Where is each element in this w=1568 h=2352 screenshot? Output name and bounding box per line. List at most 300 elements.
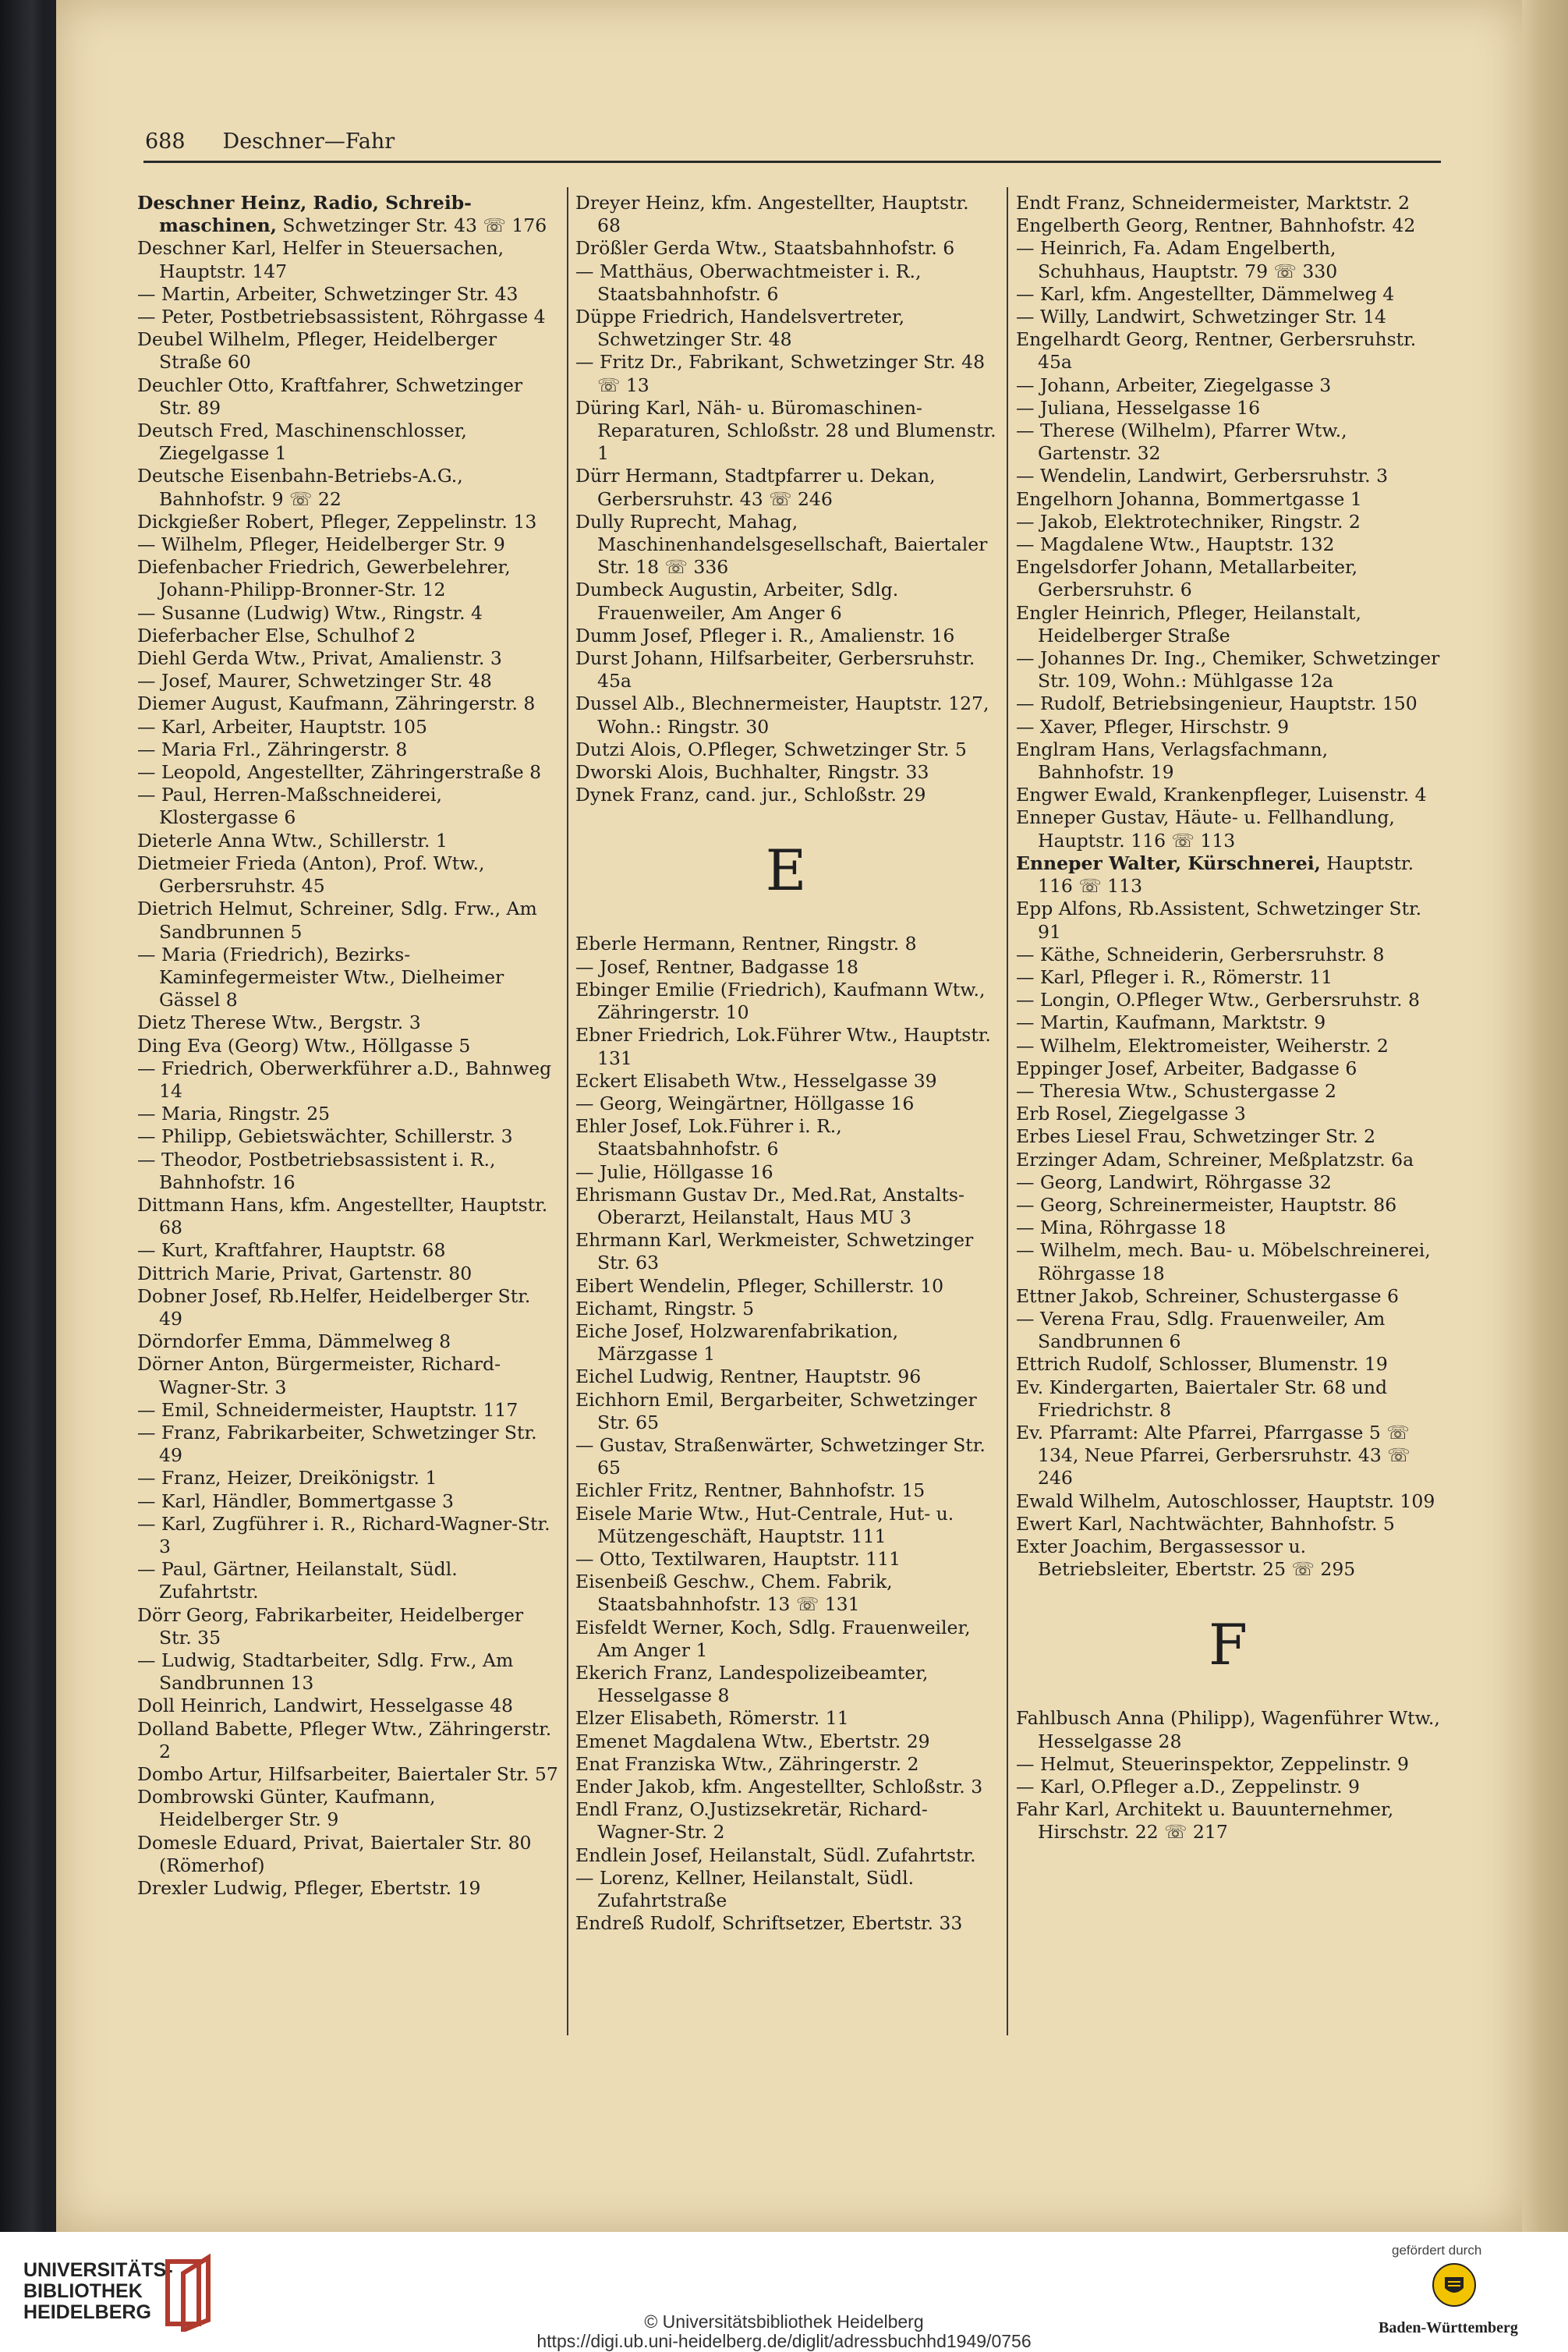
entry-text: Englram Hans, Verlagsfachmann, Bahnhofstr. 19 [1016, 738, 1329, 784]
column-2 [575, 192, 996, 1935]
directory-entry [137, 1353, 558, 1398]
entry-text: — Georg, Landwirt, Röhrgasse 32 [1016, 1171, 1332, 1193]
directory-entry [1016, 1057, 1440, 1080]
entry-text: Diefenbacher Friedrich, Gewerbelehrer, Johann-Philipp-Bronner-Str. 12 [137, 556, 511, 601]
directory-entry [575, 979, 996, 1024]
entry-text: — Rudolf, Betriebsingenieur, Hauptstr. 150 [1016, 692, 1418, 715]
directory-entry [137, 1011, 558, 1034]
entry-text: Diemer August, Kaufmann, Zähringerstr. 8 [137, 692, 536, 715]
entry-text: Engelhorn Johanna, Bommertgasse 1 [1016, 487, 1362, 510]
entry-text: — Josef, Rentner, Badgasse 18 [575, 955, 858, 978]
directory-entry [137, 1285, 558, 1330]
directory-entry [137, 1149, 558, 1194]
directory-entry [137, 237, 558, 282]
directory-entry [575, 192, 996, 237]
directory-entry [575, 1229, 996, 1274]
directory-entry [137, 1125, 558, 1148]
directory-entry [575, 1479, 996, 1502]
entry-text: — Wilhelm, Pfleger, Heidelberger Str. 9 [137, 533, 505, 556]
directory-entry [137, 1035, 558, 1057]
entry-text: Endl Franz, O.Justizsekretär, Richard-Wagner-Str. 2 [575, 1798, 928, 1844]
directory-entry [137, 1877, 558, 1900]
entry-text: Deubel Wilhelm, Pfleger, Heidelberger Straße 60 [137, 328, 497, 374]
directory-entry [1016, 1707, 1440, 1752]
entry-text: — Franz, Fabrikarbeiter, Schwetzinger Str. 49 [137, 1421, 537, 1467]
directory-entry [1016, 306, 1440, 328]
entry-text: Drößler Gerda Wtw., Staatsbahnhofstr. 6 [575, 237, 955, 260]
directory-entry [137, 556, 558, 601]
directory-entry [1016, 192, 1440, 214]
directory-entry [575, 1298, 996, 1320]
entry-text: Eiche Josef, Holzwarenfabrikation, Märzgasse 1 [575, 1319, 899, 1366]
directory-entry [1016, 989, 1440, 1011]
entry-text: — Wilhelm, mech. Bau- u. Möbelschreinerei, Röhrgasse 18 [1016, 1239, 1431, 1284]
entry-text: — Maria (Friedrich), Bezirks-Kaminfegermeister Wtw., Dielheimer Gässel 8 [137, 943, 504, 1011]
directory-entry [1016, 1217, 1440, 1239]
directory-entry [1016, 1149, 1440, 1171]
directory-entry [575, 1434, 996, 1479]
directory-entry [575, 1730, 996, 1753]
directory-entry [575, 1844, 996, 1867]
entry-text: Dumbeck Augustin, Arbeiter, Sdlg. Frauenweiler, Am Anger 6 [575, 579, 899, 624]
entry-text: Diehl Gerda Wtw., Privat, Amalienstr. 3 [137, 647, 502, 670]
directory-entry [1016, 1536, 1440, 1581]
entry-text: Engelsdorfer Johann, Metallarbeiter, Gerbersruhstr. 6 [1016, 556, 1358, 601]
directory-entry [575, 260, 996, 306]
entry-text: — Karl, Pfleger i. R., Römerstr. 11 [1016, 965, 1333, 988]
directory-entry [1016, 692, 1440, 715]
directory-entry [575, 1161, 996, 1184]
entry-text: — Otto, Textilwaren, Hauptstr. 111 [575, 1547, 901, 1570]
directory-entry [137, 1832, 558, 1877]
entry-text: Ender Jakob, kfm. Angestellter, Schloßstr. 3 [575, 1776, 983, 1798]
directory-entry [137, 1422, 558, 1467]
directory-entry [1016, 898, 1440, 943]
entry-text: Dreyer Heinz, kfm. Angestellter, Hauptstr. 68 [575, 192, 969, 237]
directory-entry [137, 716, 558, 739]
entry-text: — Peter, Postbetriebsassistent, Röhrgasse 4 [137, 306, 546, 328]
entry-text: Eichel Ludwig, Rentner, Hauptstr. 96 [575, 1366, 922, 1388]
entry-text: Ettrich Rudolf, Schlosser, Blumenstr. 19 [1016, 1353, 1388, 1376]
directory-entry [1016, 1798, 1440, 1844]
directory-entry [137, 1057, 558, 1103]
directory-entry [575, 1115, 996, 1160]
entry-text: — Matthäus, Oberwachtmeister i. R., Staatsbahnhofstr. 6 [575, 260, 922, 305]
entry-text: — Ludwig, Stadtarbeiter, Sdlg. Frw., Am Sandbrunnen 13 [137, 1649, 514, 1695]
entry-text: Dolland Babette, Pfleger Wtw., Zähringerstr. 2 [137, 1717, 552, 1762]
directory-entry [1016, 806, 1440, 852]
entry-text: Ev. Kindergarten, Baiertaler Str. 68 und Friedrichstr. 8 [1016, 1376, 1388, 1421]
directory-entry [1016, 1171, 1440, 1194]
directory-entry [575, 1798, 996, 1844]
entry-text: Dietmeier Frieda (Anton), Prof. Wtw., Gerbersruhstr. 45 [137, 852, 485, 898]
entry-text: — Juliana, Hesselgasse 16 [1016, 396, 1261, 419]
entry-text: Ev. Pfarramt: Alte Pfarrei, Pfarrgasse 5 ☏ 134, Neue Pfarrei, Gerbersruhstr. 43 ☏ 246 [1016, 1421, 1410, 1489]
directory-entry [1016, 1285, 1440, 1308]
directory-entry [575, 1548, 996, 1571]
entry-address: Schwetzinger Str. 43 ☏ 176 [276, 214, 547, 237]
directory-entry [575, 237, 996, 260]
directory-entry [575, 579, 996, 624]
directory-entry [575, 1070, 996, 1093]
page-number: 688 [145, 129, 186, 154]
entry-text: Dörr Georg, Fabrikarbeiter, Heidelberger Str. 35 [137, 1603, 524, 1649]
directory-entry [137, 1786, 558, 1831]
entry-text: Ehler Josef, Lok.Führer i. R., Staatsbahnhofstr. 6 [575, 1115, 842, 1160]
directory-entry [575, 1867, 996, 1912]
entry-text: Dully Ruprecht, Mahag, Maschinenhandelsgesellschaft, Baiertaler Str. 18 ☏ 336 [575, 510, 988, 579]
entry-text: — Susanne (Ludwig) Wtw., Ringstr. 4 [137, 601, 483, 624]
directory-entry [1016, 784, 1440, 806]
directory-entry [137, 761, 558, 784]
coat-of-arms-icon [1431, 2262, 1478, 2308]
entry-text: Dörner Anton, Bürgermeister, Richard-Wagner-Str. 3 [137, 1353, 501, 1398]
entry-name-bold: Deschner Heinz, Radio, Schreib-maschinen, [137, 192, 472, 237]
entry-text: — Emil, Schneidermeister, Hauptstr. 117 [137, 1398, 519, 1421]
directory-entry [1016, 1239, 1440, 1284]
directory-entry [137, 1399, 558, 1422]
directory-entry [1016, 374, 1440, 397]
directory-entry [137, 374, 558, 420]
entry-text: — Julie, Höllgasse 16 [575, 1160, 773, 1183]
entry-text: Eberle Hermann, Rentner, Ringstr. 8 [575, 933, 917, 955]
entry-text: — Leopold, Angestellter, Zähringerstraße 8 [137, 761, 542, 784]
entry-text: Fahlbusch Anna (Philipp), Wagenführer Wtw., Hesselgasse 28 [1016, 1707, 1440, 1752]
entry-text: Enat Franziska Wtw., Zähringerstr. 2 [575, 1752, 919, 1775]
entry-text: — Longin, O.Pfleger Wtw., Gerbersruhstr. 8 [1016, 989, 1420, 1011]
entry-text: Dombrowski Günter, Kaufmann, Heidelberger Str. 9 [137, 1786, 436, 1831]
directory-entry [575, 1024, 996, 1069]
directory-entry [137, 1513, 558, 1558]
entry-text: Dumm Josef, Pfleger i. R., Amalienstr. 16 [575, 624, 955, 646]
entry-text: Exter Joachim, Bergassessor u. Betriebsleiter, Ebertstr. 25 ☏ 295 [1016, 1535, 1356, 1581]
entry-text: Engelhardt Georg, Rentner, Gerbersruhstr. 45a [1016, 328, 1417, 374]
entry-text: — Karl, Arbeiter, Hauptstr. 105 [137, 715, 427, 738]
entry-text: — Paul, Herren-Maßschneiderei, Klostergasse 6 [137, 784, 442, 829]
directory-entry [1016, 1011, 1440, 1034]
entry-text: — Käthe, Schneiderin, Gerbersruhstr. 8 [1016, 943, 1385, 965]
entry-text: Deutsch Fred, Maschinenschlosser, Ziegelgasse 1 [137, 420, 467, 465]
directory-entry [137, 898, 558, 943]
directory-entry [1016, 420, 1440, 465]
entry-text: Ettner Jakob, Schreiner, Schustergasse 6 [1016, 1284, 1399, 1307]
directory-entry [575, 351, 996, 396]
directory-entry [137, 647, 558, 670]
entry-text: Dietz Therese Wtw., Bergstr. 3 [137, 1011, 421, 1034]
funded-by-label: gefördert durch [1392, 2243, 1482, 2258]
section-letter: F [1209, 1612, 1248, 1678]
entry-text: Eckert Elisabeth Wtw., Hesselgasse 39 [575, 1069, 937, 1092]
entry-text: Deschner Karl, Helfer in Steuersachen, Hauptstr. 147 [137, 237, 504, 282]
directory-entry [137, 1490, 558, 1513]
entry-text: — Kurt, Kraftfahrer, Hauptstr. 68 [137, 1239, 446, 1262]
running-title: Deschner—Fahr [222, 129, 395, 154]
entry-text: — Karl, O.Pfleger a.D., Zeppelinstr. 9 [1016, 1776, 1360, 1798]
directory-entry [137, 602, 558, 625]
directory-entry [575, 1503, 996, 1548]
directory-entry [137, 625, 558, 647]
directory-entry [575, 739, 996, 761]
entry-address: Hauptstr. 116 ☏ 113 [1038, 852, 1414, 898]
directory-entry [1016, 533, 1440, 556]
directory-entry [1016, 1035, 1440, 1057]
directory-entry [1016, 602, 1440, 647]
directory-entry [137, 692, 558, 715]
entry-text: Ekerich Franz, Landespolizeibeamter, Hesselgasse 8 [575, 1661, 929, 1707]
directory-entry [1016, 716, 1440, 739]
entry-text: Endt Franz, Schneidermeister, Marktstr. 2 [1016, 192, 1410, 214]
entry-text: Düppe Friedrich, Handelsvertreter, Schwetzinger Str. 48 [575, 306, 905, 351]
entry-text: Emenet Magdalena Wtw., Ebertstr. 29 [575, 1730, 930, 1752]
entry-text: Dittmann Hans, kfm. Angestellter, Hauptstr. 68 [137, 1193, 548, 1239]
entry-text: — Karl, Händler, Bommertgasse 3 [137, 1489, 454, 1512]
directory-entry [575, 397, 996, 466]
directory-entry [1016, 1513, 1440, 1536]
directory-entry [137, 739, 558, 761]
directory-entry [1016, 237, 1440, 282]
book-binding [0, 0, 45, 2232]
entry-text: Engwer Ewald, Krankenpfleger, Luisenstr. 4 [1016, 784, 1427, 806]
directory-entry [575, 1776, 996, 1798]
entry-text: Dussel Alb., Blechnermeister, Hauptstr. 127, Wohn.: Ringstr. 30 [575, 692, 989, 738]
directory-entry [1016, 465, 1440, 487]
entry-text: Ewert Karl, Nachtwächter, Bahnhofstr. 5 [1016, 1512, 1395, 1535]
entry-text: Endreß Rudolf, Schriftsetzer, Ebertstr. 33 [575, 1912, 963, 1935]
entry-text: — Gustav, Straßenwärter, Schwetzinger Str. 65 [575, 1433, 986, 1479]
entry-text: — Maria Frl., Zähringerstr. 8 [137, 738, 408, 760]
copyright-notice: © Universitätsbibliothek Heidelberg [644, 2311, 924, 2332]
directory-entry [575, 784, 996, 806]
entry-text: Eisele Marie Wtw., Hut-Centrale, Hut- u. Mützengeschäft, Hauptstr. 111 [575, 1502, 954, 1547]
entry-text: Endlein Josef, Heilanstalt, Südl. Zufahrtstr. [575, 1844, 976, 1866]
directory-entry [137, 1330, 558, 1353]
directory-entry [575, 1571, 996, 1616]
entry-text: — Mina, Röhrgasse 18 [1016, 1217, 1226, 1239]
directory-entry [1016, 944, 1440, 966]
entry-text: — Johann, Arbeiter, Ziegelgasse 3 [1016, 374, 1332, 396]
directory-entry [1016, 1103, 1440, 1125]
entry-text: — Theodor, Postbetriebsassistent i. R., Bahnhofstr. 16 [137, 1148, 496, 1193]
column-divider [1007, 187, 1008, 2035]
directory-entry [137, 830, 558, 852]
entry-text: Ding Eva (Georg) Wtw., Höllgasse 5 [137, 1034, 471, 1057]
entry-text: — Georg, Weingärtner, Höllgasse 16 [575, 1092, 915, 1114]
directory-entry [1016, 966, 1440, 989]
directory-entry [575, 511, 996, 579]
entry-text: — Johannes Dr. Ing., Chemiker, Schwetzinger Str. 109, Wohn.: Mühlgasse 12a [1016, 647, 1440, 692]
entry-text: Deutsche Eisenbahn-Betriebs-A.G., Bahnhofstr. 9 ☏ 22 [137, 465, 463, 510]
directory-entry [137, 784, 558, 829]
entry-text: — Karl, Zugführer i. R., Richard-Wagner-Str. 3 [137, 1512, 550, 1557]
entry-text: Erbes Liesel Frau, Schwetzinger Str. 2 [1016, 1125, 1376, 1148]
permalink[interactable]: https://digi.ub.uni-heidelberg.de/diglit/adressbuchhd1949/0756 [536, 2331, 1032, 2351]
entry-text: Dombo Artur, Hilfsarbeiter, Baiertaler Str. 57 [137, 1763, 558, 1786]
entry-text: Eisfeldt Werner, Koch, Sdlg. Frauenweiler, Am Anger 1 [575, 1616, 971, 1661]
directory-entry [137, 1649, 558, 1695]
directory-entry [575, 465, 996, 510]
entry-text: Düring Karl, Näh- u. Büromaschinen-Reparaturen, Schloßstr. 28 und Blumenstr. 1 [575, 396, 996, 465]
entry-text: Enneper Gustav, Häute- u. Fellhandlung, Hauptstr. 116 ☏ 113 [1016, 806, 1395, 852]
directory-entry [575, 1662, 996, 1707]
directory-entry [575, 1320, 996, 1366]
entry-text: Dynek Franz, cand. jur., Schloßstr. 29 [575, 784, 926, 806]
directory-entry [137, 670, 558, 692]
entry-text: — Theresia Wtw., Schustergasse 2 [1016, 1079, 1336, 1102]
entry-text: Erb Rosel, Ziegelgasse 3 [1016, 1103, 1246, 1125]
directory-entry [575, 1912, 996, 1935]
entry-name-bold: Enneper Walter, Kürschnerei, [1016, 852, 1321, 874]
entry-text: — Xaver, Pfleger, Hirschstr. 9 [1016, 715, 1290, 738]
directory-entry [575, 1707, 996, 1730]
directory-entry [1016, 1308, 1440, 1353]
entry-text: — Wendelin, Landwirt, Gerbersruhstr. 3 [1016, 465, 1389, 487]
entry-text: Durst Johann, Hilfsarbeiter, Gerbersruhstr. 45a [575, 647, 975, 692]
library-name: UNIVERSITÄTS- BIBLIOTHEK HEIDELBERG [23, 2259, 173, 2323]
directory-entry [1016, 1194, 1440, 1217]
directory-entry [137, 1467, 558, 1489]
directory-entry [575, 1753, 996, 1776]
directory-entry [1016, 1776, 1440, 1798]
directory-entry [575, 1617, 996, 1662]
directory-entry [1016, 511, 1440, 533]
directory-entry [1016, 647, 1440, 692]
directory-entry [1016, 1125, 1440, 1148]
entry-text: — Verena Frau, Sdlg. Frauenweiler, Am Sandbrunnen 6 [1016, 1307, 1386, 1353]
entry-text: Dobner Josef, Rb.Helfer, Heidelberger Str. 49 [137, 1284, 531, 1330]
directory-entry [1016, 1353, 1440, 1376]
directory-entry [137, 533, 558, 556]
directory-entry [137, 1604, 558, 1649]
directory-entry [575, 933, 996, 955]
directory-entry [137, 1695, 558, 1717]
entry-text: Dietrich Helmut, Schreiner, Sdlg. Frw., Am Sandbrunnen 5 [137, 898, 537, 943]
entry-text: Eichamt, Ringstr. 5 [575, 1297, 755, 1319]
page-header [145, 129, 395, 154]
directory-entry [137, 852, 558, 898]
entry-text: Dutzi Alois, O.Pfleger, Schwetzinger Str. 5 [575, 738, 967, 760]
entry-text: Dittrich Marie, Privat, Gartenstr. 80 [137, 1262, 473, 1284]
entry-text: Elzer Elisabeth, Römerstr. 11 [575, 1707, 849, 1730]
directory-entry [575, 647, 996, 692]
directory-entry [1016, 1422, 1440, 1490]
directory-entry [137, 1718, 558, 1763]
entry-text: Dieterle Anna Wtw., Schillerstr. 1 [137, 829, 448, 852]
column-3 [1016, 192, 1440, 1844]
directory-entry [575, 1366, 996, 1388]
entry-text: — Philipp, Gebietswächter, Schillerstr. 3 [137, 1125, 513, 1148]
directory-entry [1016, 1080, 1440, 1103]
directory-entry [137, 1103, 558, 1125]
entry-text: Engler Heinrich, Pfleger, Heilanstalt, Heidelberger Straße [1016, 601, 1361, 646]
entry-text: Dickgießer Robert, Pfleger, Zeppelinstr. 13 [137, 510, 537, 533]
directory-entry [1016, 214, 1440, 237]
entry-text: Dieferbacher Else, Schulhof 2 [137, 624, 416, 646]
entry-text: Ebner Friedrich, Lok.Führer Wtw., Hauptstr. 131 [575, 1024, 991, 1069]
entry-text: Engelberth Georg, Rentner, Bahnhofstr. 42 [1016, 214, 1416, 237]
directory-entry [1016, 739, 1440, 784]
directory-entry [575, 1184, 996, 1229]
entry-text: — Magdalene Wtw., Hauptstr. 132 [1016, 533, 1335, 556]
entry-text: Erzinger Adam, Schreiner, Meßplatzstr. 6a [1016, 1148, 1414, 1171]
directory-entry [575, 1275, 996, 1298]
entry-text: — Willy, Landwirt, Schwetzinger Str. 14 [1016, 306, 1386, 328]
header-rule [143, 161, 1441, 163]
entry-text: — Therese (Wilhelm), Pfarrer Wtw., Gartenstr. 32 [1016, 420, 1347, 465]
entry-text: Ehrismann Gustav Dr., Med.Rat, Anstalts-Oberarzt, Heilanstalt, Haus MU 3 [575, 1183, 965, 1228]
entry-text: — Martin, Arbeiter, Schwetzinger Str. 43 [137, 282, 519, 305]
directory-entry [137, 1194, 558, 1239]
entry-text: Dürr Hermann, Stadtpfarrer u. Dekan, Gerbersruhstr. 43 ☏ 246 [575, 465, 936, 510]
directory-entry [1016, 1490, 1440, 1513]
entry-text: — Georg, Schreinermeister, Hauptstr. 86 [1016, 1193, 1397, 1216]
entry-text: Eppinger Josef, Arbeiter, Badgasse 6 [1016, 1057, 1357, 1079]
directory-entry [575, 692, 996, 738]
directory-entry [1016, 852, 1440, 898]
entry-text: Ehrmann Karl, Werkmeister, Schwetzinger Str. 63 [575, 1229, 974, 1274]
entry-text: Deuchler Otto, Kraftfahrer, Schwetzinger Str. 89 [137, 374, 523, 419]
directory-entry [1016, 328, 1440, 374]
directory-entry [575, 1093, 996, 1115]
directory-entry [137, 420, 558, 465]
entry-text: Ewald Wilhelm, Autoschlosser, Hauptstr. 109 [1016, 1489, 1435, 1512]
footer [0, 2232, 1568, 2349]
entry-text: — Wilhelm, Elektromeister, Weiherstr. 2 [1016, 1034, 1389, 1057]
directory-entry [137, 944, 558, 1012]
entry-text: — Friedrich, Oberwerkführer a.D., Bahnweg 14 [137, 1057, 552, 1102]
entry-text: Drexler Ludwig, Pfleger, Ebertstr. 19 [137, 1877, 481, 1900]
directory-entry [137, 328, 558, 374]
directory-entry [137, 1263, 558, 1285]
entry-text: Eichhorn Emil, Bergarbeiter, Schwetzinger Str. 65 [575, 1388, 977, 1433]
directory-entry [137, 306, 558, 328]
directory-entry [137, 283, 558, 306]
entry-text: — Franz, Heizer, Dreikönigstr. 1 [137, 1467, 437, 1489]
entry-text: — Jakob, Elektrotechniker, Ringstr. 2 [1016, 510, 1361, 533]
directory-entry [575, 625, 996, 647]
entry-text: — Karl, kfm. Angestellter, Dämmelweg 4 [1016, 282, 1395, 305]
directory-entry [137, 192, 558, 237]
section-letter: E [765, 838, 807, 904]
directory-entry [1016, 556, 1440, 601]
directory-entry [575, 1389, 996, 1434]
entry-text: Domesle Eduard, Privat, Baiertaler Str. 80 (Römerhof) [137, 1831, 532, 1876]
entry-text: Dworski Alois, Buchhalter, Ringstr. 33 [575, 761, 929, 784]
directory-entry [1016, 397, 1440, 420]
entry-text: — Helmut, Steuerinspektor, Zeppelinstr. 9 [1016, 1752, 1409, 1775]
entry-text: Eisenbeiß Geschw., Chem. Fabrik, Staatsbahnhofstr. 13 ☏ 131 [575, 1571, 893, 1616]
next-page-edge [1522, 0, 1568, 2232]
directory-entry [137, 1763, 558, 1786]
entry-text: — Maria, Ringstr. 25 [137, 1103, 331, 1125]
entry-text: Eichler Fritz, Rentner, Bahnhofstr. 15 [575, 1479, 926, 1502]
column-divider [567, 187, 568, 2035]
directory-entry [1016, 283, 1440, 306]
entry-text: — Fritz Dr., Fabrikant, Schwetzinger Str. 48 ☏ 13 [575, 351, 986, 396]
entry-text: Ebinger Emilie (Friedrich), Kaufmann Wtw., Zähringerstr. 10 [575, 978, 986, 1024]
directory-entry [1016, 1376, 1440, 1422]
entry-text: Epp Alfons, Rb.Assistent, Schwetzinger Str. 91 [1016, 898, 1422, 943]
directory-entry [137, 511, 558, 533]
directory-entry [575, 306, 996, 351]
entry-text: Doll Heinrich, Landwirt, Hesselgasse 48 [137, 1695, 513, 1717]
directory-entry [1016, 1753, 1440, 1776]
entry-text: — Paul, Gärtner, Heilanstalt, Südl. Zufahrtstr. [137, 1558, 458, 1603]
directory-entry [137, 1558, 558, 1603]
directory-entry [137, 465, 558, 510]
funder-name: Baden-Württemberg [1379, 2319, 1518, 2336]
entry-text: Dörndorfer Emma, Dämmelweg 8 [137, 1330, 451, 1353]
entry-text: Eibert Wendelin, Pfleger, Schillerstr. 10 [575, 1274, 944, 1297]
